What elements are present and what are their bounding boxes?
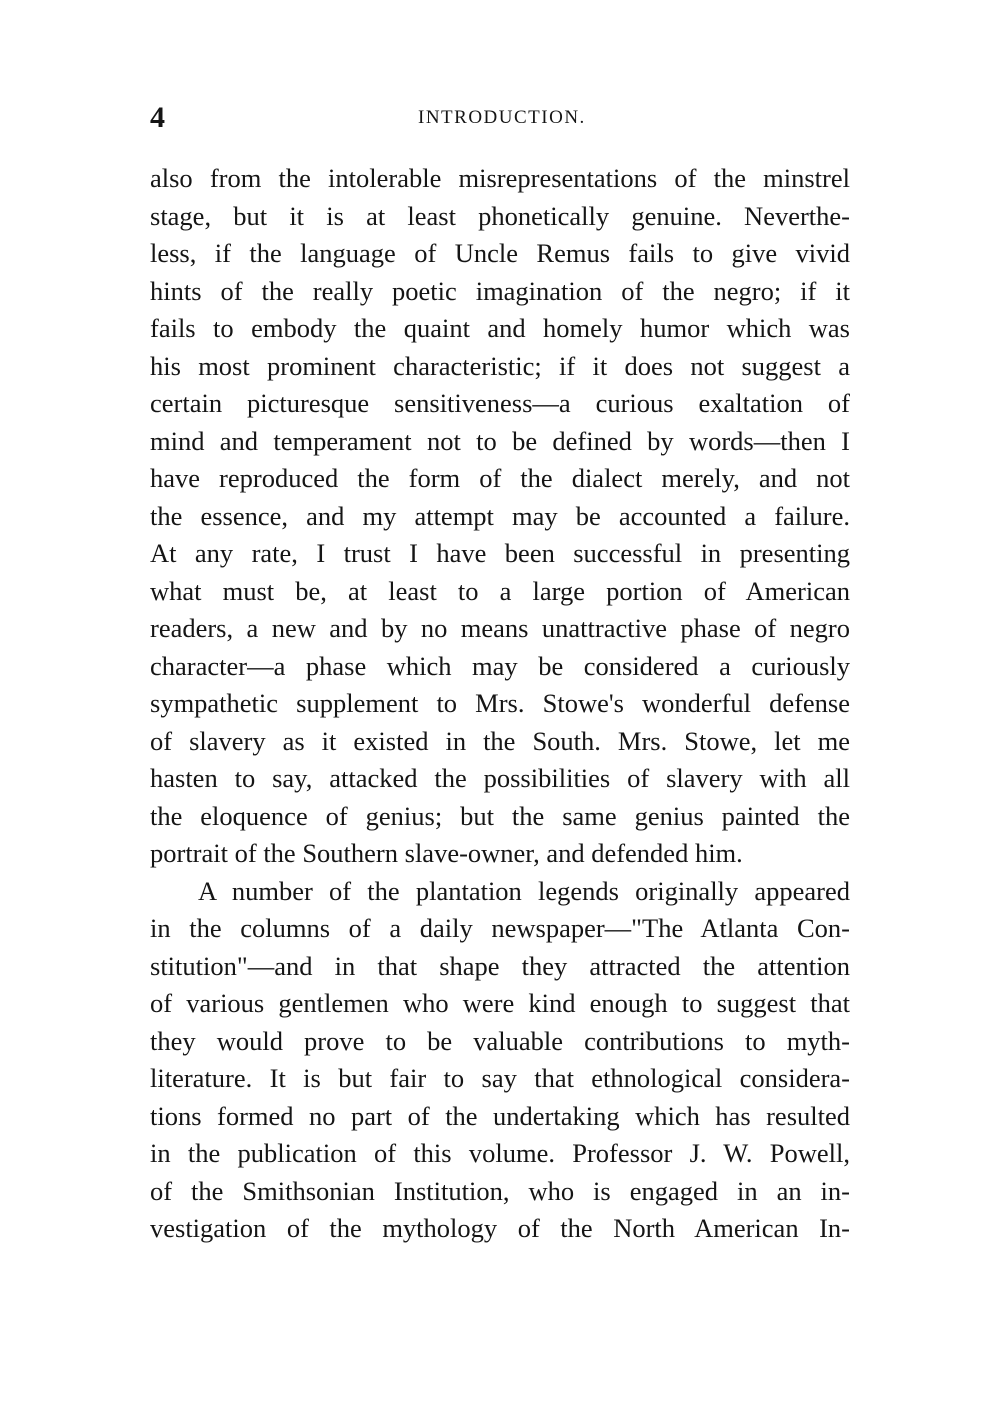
text-line: have reproduced the form of the dialect merely, and not	[150, 463, 850, 493]
text-line: less, if the language of Uncle Remus fails to give vivid	[150, 238, 850, 268]
text-line: hints of the really poetic imagination of the negro; if it	[150, 275, 850, 306]
text-line: they would prove to be valuable contributions to myth-	[150, 1025, 850, 1056]
text-line: fails to embody the quaint and homely humor which was	[150, 313, 850, 343]
text-line: stage, but it is at least phonetically genuine. Neverthe-	[150, 200, 850, 231]
text-line: his most prominent characteristic; if it does not suggest a	[150, 350, 850, 381]
running-head	[150, 98, 850, 138]
text-line: hasten to say, attacked the possibilities of slavery with all	[150, 763, 850, 793]
text-line: of the Smithsonian Institution, who is engaged in an in-	[150, 1175, 850, 1206]
text-line: sympathetic supplement to Mrs. Stowe's wonderful defense	[150, 688, 850, 718]
text-line: character—a phase which may be considered a curiously	[150, 650, 850, 681]
text-line: mind and temperament not to be defined by words—then I	[150, 425, 850, 456]
text-line: stitution"—and in that shape they attracted the attention	[150, 950, 850, 981]
text-line: of various gentlemen who were kind enough to suggest that	[150, 988, 850, 1018]
text-line: the eloquence of genius; but the same genius painted the	[150, 800, 850, 831]
text-line: of slavery as it existed in the South. Mrs. Stowe, let me	[150, 725, 850, 756]
text-line: vestigation of the mythology of the North American In-	[150, 1213, 850, 1243]
paragraph-start-line: A number of the plantation legends originally appeared	[198, 875, 850, 906]
text-line: At any rate, I trust I have been successful in presenting	[150, 538, 850, 568]
body-text	[150, 160, 850, 1248]
text-line: readers, a new and by no means unattractive phase of negro	[150, 613, 850, 643]
running-head-title: INTRODUCTION.	[418, 107, 586, 128]
text-line: in the columns of a daily newspaper—"The Atlanta Con-	[150, 913, 850, 943]
text-line: in the publication of this volume. Professor J. W. Powell,	[150, 1138, 850, 1168]
text-line: literature. It is but fair to say that ethnological considera-	[150, 1063, 850, 1093]
text-line: what must be, at least to a large portion of American	[150, 575, 850, 606]
text-line: tions formed no part of the undertaking which has resulted	[150, 1100, 850, 1131]
paragraph-end-line: portrait of the Southern slave-owner, and defended him.	[150, 838, 743, 868]
text-line: certain picturesque sensitiveness—a curious exaltation of	[150, 388, 850, 418]
text-line: the essence, and my attempt may be accounted a failure.	[150, 500, 850, 531]
page-number: 4	[150, 101, 165, 134]
text-line: also from the intolerable misrepresentations of the minstrel	[150, 163, 850, 193]
